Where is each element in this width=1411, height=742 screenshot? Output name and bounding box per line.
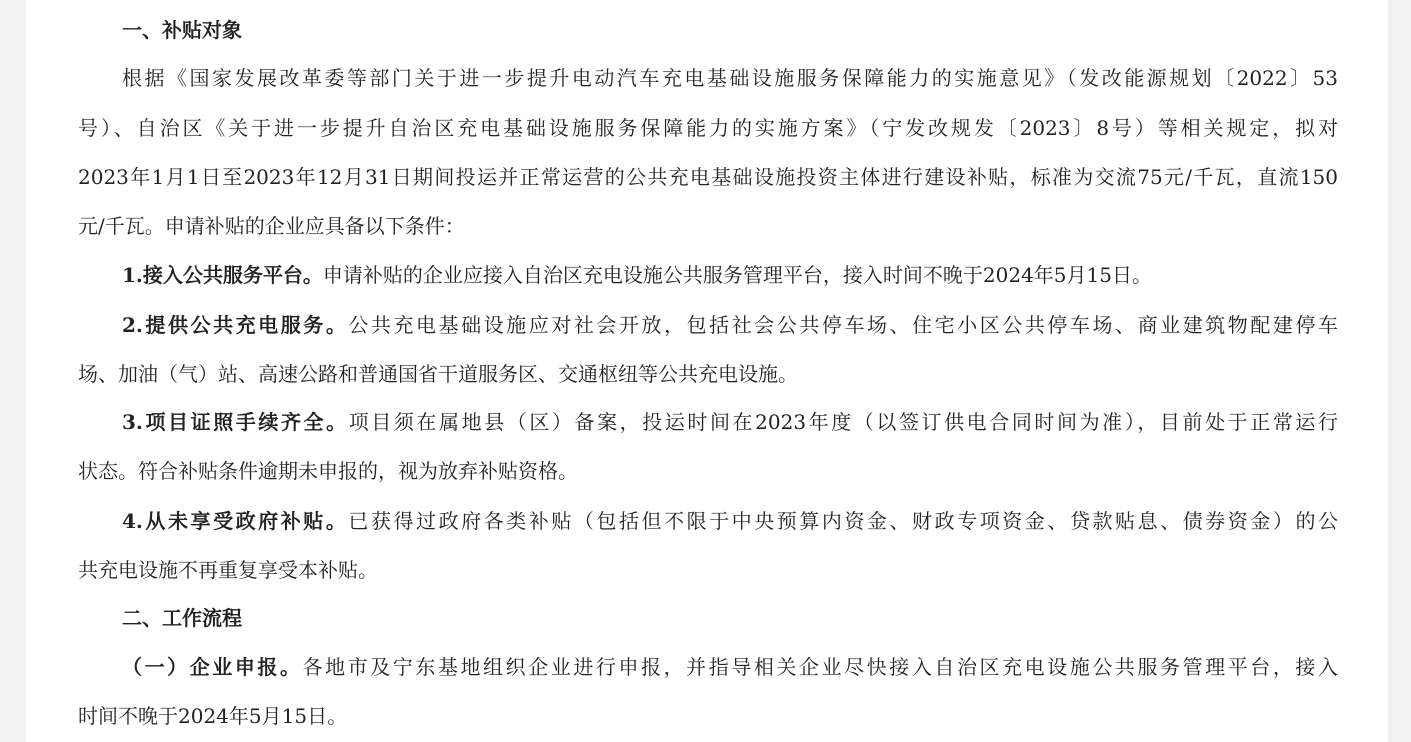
paragraph-line: 元/千瓦。申请补贴的企业应具备以下条件： — [78, 214, 465, 238]
paragraph-line: 2023年1月1日至2023年12月31日期间投运并正常运营的公共充电基础设施投资主体进行建设补贴，标准为交流75元/千瓦，直流150 — [78, 165, 1338, 189]
condition-2-continuation: 场、加油（气）站、高速公路和普通国省干道服务区、交通枢纽等公共充电设施。 — [78, 362, 798, 386]
condition-4 — [122, 509, 1338, 533]
condition-3-text: 项目须在属地县（区）备案，投运时间在2023年度（以签订供电合同时间为准），目前处于正常运行 — [348, 410, 1338, 434]
condition-2 — [122, 313, 1338, 337]
condition-4-text: 已获得过政府各类补贴（包括但不限于中央预算内资金、财政专项资金、贷款贴息、债券资金）的公 — [348, 509, 1338, 533]
condition-4-continuation: 共充电设施不再重复享受本补贴。 — [78, 558, 378, 582]
condition-4-title: 4.从未享受政府补贴。 — [122, 509, 349, 533]
condition-1-text: 申请补贴的企业应接入自治区充电设施公共服务管理平台，接入时间不晚于2024年5月15日。 — [322, 263, 1152, 287]
condition-2-text: 公共充电基础设施应对社会开放，包括社会公共停车场、住宅小区公共停车场、商业建筑物配建停车 — [348, 313, 1338, 337]
workflow-item-1-title: （一）企业申报。 — [122, 655, 303, 679]
condition-1 — [122, 263, 1338, 287]
condition-3 — [122, 410, 1338, 434]
condition-2-title: 2.提供公共充电服务。 — [122, 313, 349, 337]
condition-3-title: 3.项目证照手续齐全。 — [122, 410, 349, 434]
workflow-item-1-text: 各地市及宁东基地组织企业进行申报，并指导相关企业尽快接入自治区充电设施公共服务管理平台，接入 — [302, 655, 1339, 679]
section2-heading: 二、工作流程 — [122, 606, 242, 630]
paragraph-line: 根据《国家发展改革委等部门关于进一步提升电动汽车充电基础设施服务保障能力的实施意见》（发改能源规划〔2022〕53 — [122, 66, 1338, 90]
paragraph-line: 号）、自治区《关于进一步提升自治区充电基础设施服务保障能力的实施方案》（宁发改规发〔2023〕8号）等相关规定，拟对 — [78, 116, 1338, 140]
workflow-item-1 — [122, 655, 1338, 679]
condition-3-continuation: 状态。符合补贴条件逾期未申报的，视为放弃补贴资格。 — [78, 459, 578, 483]
condition-1-title: 1.接入公共服务平台。 — [122, 263, 323, 287]
document-page — [26, 0, 1388, 742]
workflow-item-1-continuation: 时间不晚于2024年5月15日。 — [78, 704, 348, 728]
section1-heading: 一、补贴对象 — [122, 18, 242, 42]
